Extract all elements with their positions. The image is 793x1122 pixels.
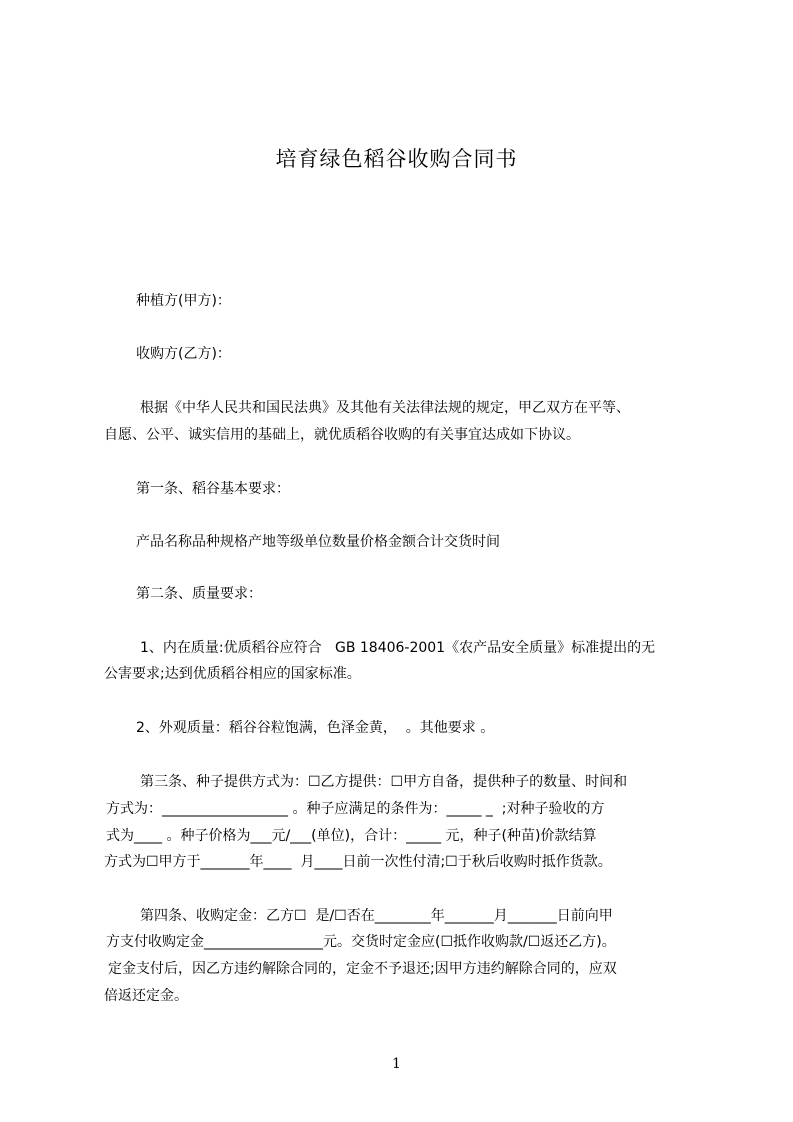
article1-columns: 产品名称品种规格产地等级单位数量价格金额合计交货时间: [136, 534, 500, 550]
article3-line-1: 第三条、种子提供方式为：☐乙方提供：☐甲方自备，提供种子的数量、时间和: [140, 774, 628, 790]
party-a-line: 种植方(甲方)：: [136, 293, 231, 309]
article3-line-2: 方式为：__________________ 。种子应满足的条件为：_____ _ ;对种子验收的方: [106, 801, 605, 817]
article3-line-4: 方式为☐甲方于_______年____ 月____日前一次性付清;☐于秋后收购时抵作货款。: [104, 854, 612, 870]
article4-line-2: 方支付收购定金_________________元。交货时定金应(☐抵作收购款/☐返还乙方)。: [106, 934, 616, 950]
article3-line-3: 式为____ 。种子价格为___元/___(单位)，合计：_____ 元，种子(种苗)价款结算: [106, 828, 597, 844]
party-b-line: 收购方(乙方)：: [136, 346, 231, 362]
preamble-line-2: 自愿、公平、诚实信用的基础上，就优质稻谷收购的有关事宜达成如下协议。: [104, 427, 580, 443]
article2-item1-line-2: 公害要求;达到优质稻谷相应的国家标准。: [104, 666, 361, 682]
article1-heading: 第一条、稻谷基本要求：: [136, 481, 290, 497]
article2-item1-line-1: 1、内在质量:优质稻谷应符合 GB 18406-2001《农产品安全质量》标准提出的无: [140, 640, 656, 656]
article4-line-3: 定金支付后，因乙方违约解除合同的，定金不予退还;因甲方违约解除合同的，应双: [108, 961, 617, 977]
article4-line-4: 倍返还定金。: [104, 988, 188, 1004]
article4-line-1: 第四条、收购定金：乙方☐ 是/☐否在________年_______月_______日前向甲: [140, 908, 613, 924]
page-number: 1: [392, 1056, 401, 1072]
article2-heading: 第二条、质量要求：: [136, 586, 262, 602]
preamble-line-1: 根据《中华人民共和国民法典》及其他有关法律法规的规定，甲乙双方在平等、: [140, 400, 630, 416]
document-title: 培育绿色稻谷收购合同书: [275, 147, 518, 171]
article2-item2: 2、外观质量：稻谷谷粒饱满，色泽金黄， 。其他要求 。: [136, 720, 495, 736]
